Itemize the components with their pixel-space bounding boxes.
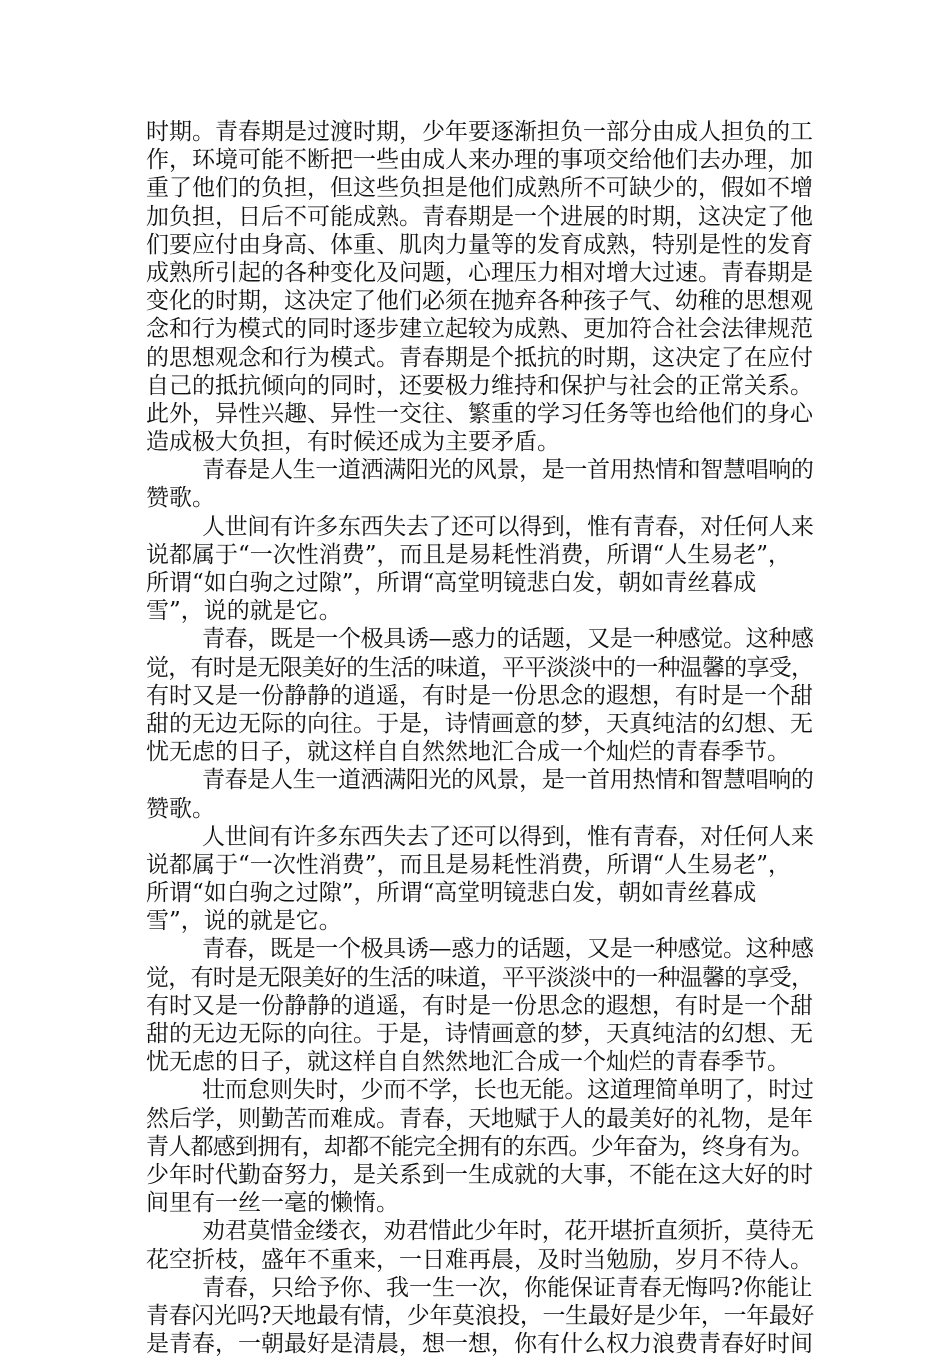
text-line: 甜的无边无际的向往。于是，诗情画意的梦，天真纯洁的幻想、无 <box>146 1021 813 1047</box>
text-line: 有时又是一份静静的逍遥，有时是一份思念的遐想，有时是一个甜 <box>146 992 813 1019</box>
text-line: 间里有一丝一毫的懒惰。 <box>146 1190 399 1217</box>
text-line: 青春，既是一个极具诱—惑力的话题，又是一种感觉。这种感 <box>202 626 814 653</box>
text-line: 少年时代勤奋努力，是关系到一生成就的大事，不能在这大好的时 <box>146 1161 813 1188</box>
text-line: 变化的时期，这决定了他们必须在抛弃各种孩子气、幼稚的思想观 <box>146 288 813 315</box>
text-line: 忧无虑的日子，就这样自自然然地汇合成一个灿烂的青春季节。 <box>146 739 790 766</box>
text-line: 加负担，日后不可能成熟。青春期是一个进展的时期，这决定了他 <box>146 203 813 230</box>
paragraph <box>146 823 814 936</box>
text-line: 觉，有时是无限美好的生活的味道，平平淡淡中的一种温馨的享受， <box>146 964 814 991</box>
text-line: 赞歌。 <box>146 485 215 512</box>
text-line: 青春是人生一道洒满阳光的风景，是一首用热情和智慧唱响的 <box>202 457 814 484</box>
text-line: 重了他们的负担，但这些负担是他们成熟所不可缺少的，假如不增 <box>146 175 813 202</box>
text-line: 青春，只给予你、我一生一次，你能保证青春无悔吗?你能让 <box>202 1274 813 1301</box>
text-line: 劝君莫惜金缕衣，劝君惜此少年时，花开堪折直须折，莫待无 <box>202 1218 814 1245</box>
text-line: 此外，异性兴趣、异性一交往、繁重的学习任务等也给他们的身心 <box>146 400 813 427</box>
text-line: 觉，有时是无限美好的生活的味道，平平淡淡中的一种温馨的享受， <box>146 654 814 681</box>
text-line: 然后学，则勤苦而难成。青春，天地赋于人的最美好的礼物，是年 <box>146 1105 813 1132</box>
paragraph <box>146 513 814 626</box>
text-line: 雪”，说的就是它。 <box>146 908 342 935</box>
text-line: 是青春，一朝最好是清晨，想一想，你有什么权力浪费青春好时间 <box>146 1331 813 1358</box>
text-line: 有时又是一份静静的逍遥，有时是一份思念的遐想，有时是一个甜 <box>146 682 813 709</box>
text-line: 青春是人生一道洒满阳光的风景，是一首用热情和智慧唱响的 <box>202 767 814 794</box>
paragraph <box>146 1076 814 1217</box>
text-line: 说都属于“一次性消费”，而且是易耗性消费，所谓“人生易老”， <box>146 541 792 568</box>
body-text <box>146 118 814 1358</box>
text-line: 自己的抵抗倾向的同时，还要极力维持和保护与社会的正常关系。 <box>146 372 813 399</box>
paragraph <box>146 1217 814 1273</box>
text-line: 造成极大负担，有时候还成为主要矛盾。 <box>146 429 560 456</box>
text-line: 所谓“如白驹之过隙”，所谓“高堂明镜悲白发，朝如青丝暮成 <box>146 880 757 907</box>
text-line: 说都属于“一次性消费”，而且是易耗性消费，所谓“人生易老”， <box>146 851 792 878</box>
text-line: 所谓“如白驹之过隙”，所谓“高堂明镜悲白发，朝如青丝暮成 <box>146 570 757 596</box>
text-line: 们要应付由身高、体重、肌肉力量等的发育成熟，特别是性的发育 <box>146 231 813 258</box>
text-line: 雪”，说的就是它。 <box>146 598 342 625</box>
paragraph <box>146 118 814 456</box>
text-line: 花空折枝，盛年不重来，一日难再晨，及时当勉励，岁月不待人。 <box>146 1246 813 1273</box>
text-line: 作，环境可能不断把一些由成人来办理的事项交给他们去办理，加 <box>146 147 813 174</box>
text-line: 壮而怠则失时，少而不学，长也无能。这道理简单明了，时过 <box>202 1077 814 1104</box>
text-line: 人世间有许多东西失去了还可以得到，惟有青春，对任何人来 <box>202 513 814 540</box>
text-line: 成熟所引起的各种变化及问题，心理压力相对增大过速。青春期是 <box>146 259 813 286</box>
paragraph <box>146 935 814 1076</box>
text-line: 的思想观念和行为模式。青春期是个抵抗的时期，这决定了在应付 <box>146 344 813 371</box>
text-line: 青人都感到拥有，却都不能完全拥有的东西。少年奋为，终身有为。 <box>146 1133 814 1160</box>
paragraph <box>146 625 814 766</box>
text-line: 念和行为模式的同时逐步建立起较为成熟、更加符合社会法律规范 <box>146 316 813 343</box>
text-line: 甜的无边无际的向往。于是，诗情画意的梦，天真纯洁的幻想、无 <box>146 710 813 737</box>
text-line: 青春闪光吗?天地最有情，少年莫浪投，一生最好是少年，一年最好 <box>146 1302 814 1329</box>
paragraph <box>146 1274 814 1358</box>
text-line: 人世间有许多东西失去了还可以得到，惟有青春，对任何人来 <box>202 823 814 850</box>
paragraph <box>146 766 814 822</box>
text-line: 忧无虑的日子，就这样自自然然地汇合成一个灿烂的青春季节。 <box>146 1049 790 1076</box>
paragraph <box>146 456 814 512</box>
text-line: 青春，既是一个极具诱—惑力的话题，又是一种感觉。这种感 <box>202 936 814 963</box>
text-line: 时期。青春期是过渡时期，少年要逐渐担负一部分由成人担负的工 <box>146 119 813 145</box>
text-line: 赞歌。 <box>146 795 215 822</box>
